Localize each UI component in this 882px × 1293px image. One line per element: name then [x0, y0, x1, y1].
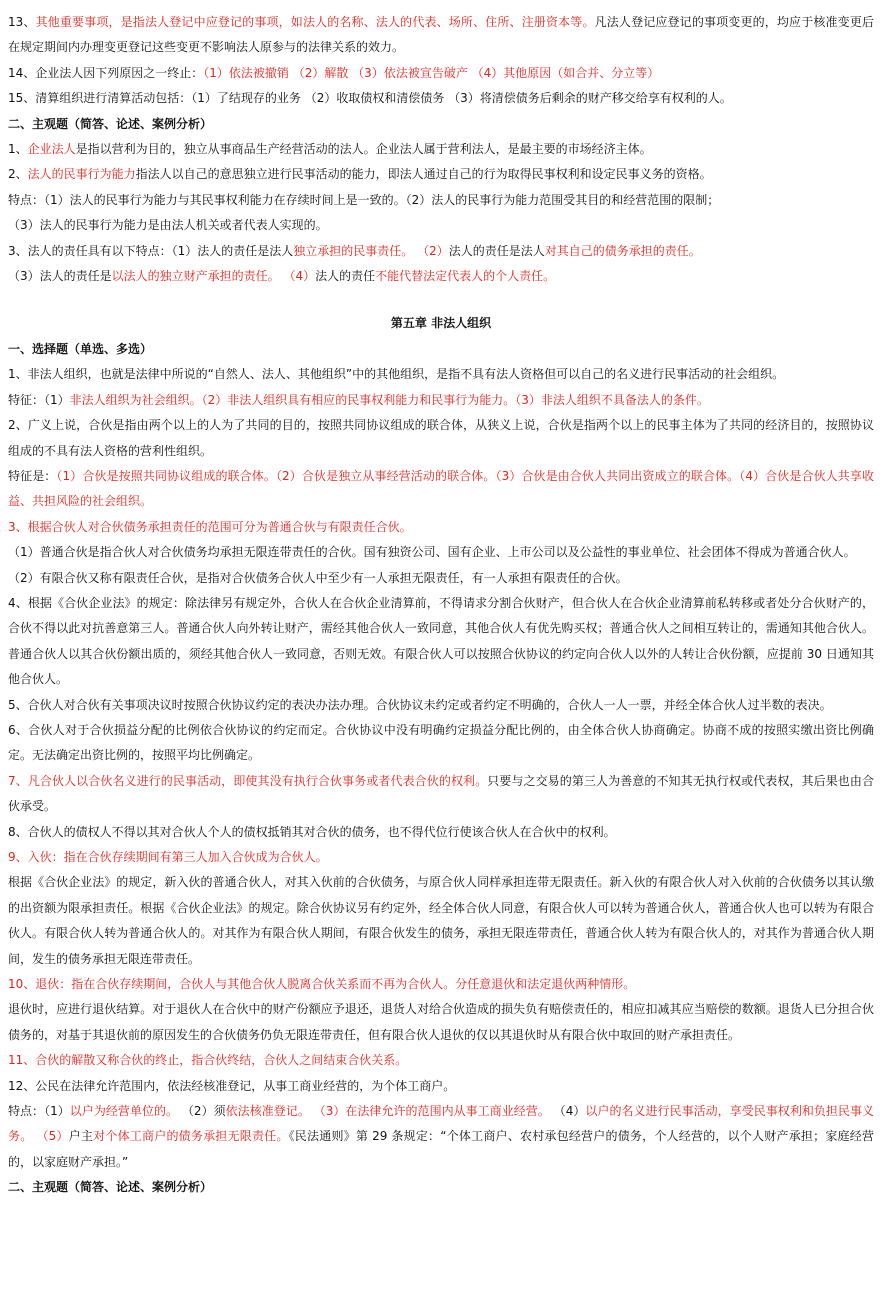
- highlighted-text: （1）依法被撤销 （2）解散 （3）依法被宣告破产 （4）其他原因（如合并、分立等）: [203, 65, 660, 80]
- text-segment: （3）法人的民事行为能力是由法人机关或者代表人实现的。: [8, 218, 328, 233]
- paragraph: [8, 845, 874, 870]
- chapter-title: [8, 311, 874, 336]
- highlighted-text: 其他重要事项，是指法人登记中应登记的事项，如法人的名称、法人的代表、场所、住所、注册资本等。: [35, 15, 595, 29]
- text-segment: 法人的责任: [315, 269, 376, 284]
- text-segment: 5、合伙人对合伙有关事项决议时按照合伙协议约定的表决办法办理。合伙协议未约定或者约定不明确的，合伙人一人一票，并经全体合伙人过半数的表决。: [8, 697, 832, 712]
- text-segment: 特征是：: [8, 468, 57, 483]
- text-segment: 特点：（1）法人的民事行为能力与其民事权利能力在存续时间上是一致的。（2）法人的民事行为能力范围受其目的和经营范围的限制；: [8, 192, 720, 207]
- highlighted-text: 依法核准登记。 （3）在法律允许的范围内从事工商业经营。: [225, 1104, 550, 1119]
- paragraph: [8, 213, 874, 238]
- text-segment: 一、选择题（单选、多选）: [8, 341, 153, 356]
- text-segment: 指法人以自己的意思独立进行民事活动的能力，即法人通过自己的行为取得民事权利和设定民事义务的资格。: [135, 167, 712, 182]
- paragraph: [8, 264, 874, 289]
- text-segment: 《民法通则》第 29 条规定：“个体工商户、农村承包经营户的债务，个人经营的，以个人财产承担；家庭经营的，以家庭财产承担。”: [8, 1129, 874, 1169]
- text-segment: 3、法人的责任具有以下特点：（1）法人的责任是法人: [8, 243, 294, 258]
- text-segment: （4）: [549, 1104, 586, 1119]
- paragraph: [8, 137, 874, 162]
- text-segment: 14、企业法人因下列原因之一终止：: [8, 65, 204, 80]
- text-segment: 只要与之交易的第三人为善意的不知其无执行权或代表权，其后果也由合伙承受。: [8, 773, 874, 814]
- paragraph: [8, 464, 874, 515]
- paragraph: [8, 362, 874, 387]
- text-segment: 特征：（1）: [8, 392, 70, 407]
- text-segment: 1、: [8, 142, 28, 157]
- highlighted-text: 10、退伙：指在合伙存续期间，合伙人与其他合伙人脱离合伙关系而不再为合伙人。分任意退伙和法定退伙两种情形。: [8, 977, 636, 992]
- highlighted-text: 9、入伙：指在合伙存续期间有第三人加入合伙成为合伙人。: [8, 850, 328, 864]
- paragraph: [8, 86, 874, 111]
- text-segment: 法人的责任是法人: [448, 243, 545, 258]
- text-segment: 2、: [8, 167, 28, 182]
- text-segment: 8、合伙人的债权人不得以其对合伙人个人的债权抵销其对合伙的债务，也不得代位行使该合伙人在合伙中的权利。: [8, 824, 616, 839]
- highlighted-text: 企业法人: [27, 142, 76, 157]
- text-segment: 15、清算组织进行清算活动包括：（1）了结现存的业务 （2）收取债权和清偿债务 （3）将清偿债务后剩余的财产移交给享有权利的人。: [8, 91, 732, 106]
- text-segment: 是指以营利为目的，独立从事商品生产经营活动的法人。企业法人属于营利法人，是最主要的市场经济主体。: [75, 142, 652, 157]
- paragraph: [8, 239, 874, 264]
- text-segment: （3）法人的责任是: [8, 269, 112, 284]
- text-segment: 户主: [68, 1129, 94, 1144]
- highlighted-text: 非法人组织为社会组织。（2）非法人组织具有相应的民事权利能力和民事行为能力。（3）非法人组织不具备法人的条件。: [69, 392, 709, 407]
- paragraph: [8, 693, 874, 718]
- paragraph: [8, 1048, 874, 1073]
- paragraph: [8, 188, 874, 213]
- paragraph: [8, 591, 874, 693]
- text-segment: 13、: [8, 15, 36, 29]
- highlighted-text: 法人的民事行为能力: [27, 167, 136, 182]
- paragraph: [8, 1074, 874, 1099]
- text-segment: 4、根据《合伙企业法》的规定：除法律另有规定外，合伙人在合伙企业清算前，不得请求分割合伙财产，但合伙人在合伙企业清算前私转移或者处分合伙财产的，合伙不得以此对抗善意第三人。普通合伙人向外转让财产，需经其他合伙人一致同意，其他合伙人有优先购买权；普通合伙人之间相互转让的，需通知其他合伙人。普通合伙人以其合伙份额出质的，须经其他合伙人一致同意，否则无效。有限合伙人可以按照合伙协议的约定向合伙人以外的人转让合伙份额，应提前 30 日通知其他合伙人。: [8, 595, 874, 687]
- highlighted-text: （1）合伙是按照共同协议组成的联合体。（2）合伙是独立从事经营活动的联合体。（3）合伙是由合伙人共同出资成立的联合体。（4）合伙是合伙人共享收益、共担风险的社会组织。: [8, 468, 874, 509]
- text-segment: （2）有限合伙又称有限责任合伙，是指对合伙债务合伙人中至少有一人承担无限责任，有一人承担有限责任的合伙。: [8, 570, 628, 585]
- highlighted-text: 对个体工商户的债务承担无限责任。: [93, 1129, 289, 1144]
- text-segment: 二、主观题（简答、论述、案例分析）: [8, 1180, 213, 1195]
- text-segment: 6、合伙人对于合伙损益分配的比例依合伙协议的约定而定。合伙协议中没有明确约定损益分配比例的，由全体合伙人协商确定。协商不成的按照实缴出资比例确定。无法确定出资比例的，按照平均比例确定。: [8, 722, 874, 763]
- paragraph: [8, 388, 874, 413]
- text-segment: （2）须: [178, 1104, 226, 1119]
- highlighted-text: 3、根据合伙人对合伙债务承担责任的范围可分为普通合伙与有限责任合伙。: [8, 519, 412, 534]
- highlighted-text: 以户为经营单位的。: [69, 1104, 179, 1119]
- highlighted-text: 对其自己的债务承担的责任。: [544, 243, 701, 258]
- highlighted-text: 11、合伙的解散又称合伙的终止，指合伙终结，合伙人之间结束合伙关系。: [8, 1053, 408, 1068]
- text-segment: 1、非法人组织，也就是法律中所说的“自然人、法人、其他组织”中的其他组织，是指不具有法人资格但可以自己的名义进行民事活动的社会组织。: [8, 367, 785, 382]
- paragraph: [8, 718, 874, 769]
- highlighted-text: 7、凡合伙人以合伙名义进行的民事活动，即使其没有执行合伙事务或者代表合伙的权利。: [8, 773, 488, 788]
- text-segment: 2、广义上说，合伙是指由两个以上的人为了共同的目的，按照共同协议组成的联合体，从狭义上说，合伙是指两个以上的民事主体为了共同的经济目的，按照协议组成的不具有法人资格的营利性组织。: [8, 418, 874, 458]
- highlighted-text: 独立承担的民事责任。 （2）: [293, 243, 449, 258]
- paragraph: [8, 515, 874, 540]
- paragraph: [8, 413, 874, 464]
- highlighted-text: 以户的名义进行民事活动，享受民事权利和负担民事义务。 （5）: [8, 1104, 874, 1144]
- text-segment: 退伙时，应进行退伙结算。对于退伙人在合伙中的财产份额应予退还，退货人对给合伙造成的损失负有赔偿责任的，相应扣减其应当赔偿的数额。退货人已分担合伙债务的，对基于其退伙前的原因发生的合伙债务仍负无限连带责任，但有限合伙人退伙的仅以其退伙时从有限合伙中取回的财产承担责任。: [8, 1002, 874, 1042]
- section-heading: [8, 1175, 874, 1200]
- highlighted-text: 以法人的独立财产承担的责任。 （4）: [111, 269, 316, 284]
- paragraph: [8, 566, 874, 591]
- text-segment: 12、公民在法律允许范围内，依法经核准登记，从事工商业经营的，为个体工商户。: [8, 1078, 456, 1093]
- paragraph: [8, 870, 874, 972]
- section-heading: [8, 112, 874, 137]
- paragraph: [8, 972, 874, 997]
- text-segment: 特点：（1）: [8, 1104, 70, 1119]
- highlighted-text: 不能代替法定代表人的个人责任。: [375, 269, 556, 284]
- section-heading: [8, 337, 874, 362]
- text-segment: （1）普通合伙是指合伙人对合伙债务均承担无限连带责任的合伙。国有独资公司、国有企业、上市公司以及公益性的事业单位、社会团体不得成为普通合伙人。: [8, 545, 856, 560]
- text-segment: 根据《合伙企业法》的规定，新入伙的普通合伙人，对其入伙前的合伙债务，与原合伙人同样承担连带无限责任。新入伙的有限合伙人对入伙前的合伙债务以其认缴的出资额为限承担责任。根据《合伙企业法》的规定。除合伙协议另有约定外，经全体合伙人同意，有限合伙人可以转为普通合伙人，普通合伙人也可以转为有限合伙人。有限合伙人转为普通合伙人的。对其作为有限合伙人期间，有限合伙发生的债务，承担无限连带责任，普通合伙人转为有限合伙人的，对其作为普通合伙人期间，发生的债务承担无限连带责任。: [8, 875, 874, 966]
- paragraph: [8, 820, 874, 845]
- paragraph: [8, 1099, 874, 1175]
- paragraph: [8, 10, 874, 61]
- paragraph: [8, 997, 874, 1048]
- text-segment: 第五章 非法人组织: [390, 316, 492, 331]
- text-segment: 凡法人登记应登记的事项变更的，均应于核准变更后在规定期间内办理变更登记这些变更不影响法人原参与的法律关系的效力。: [8, 15, 874, 55]
- section-spacer: [8, 289, 874, 311]
- paragraph: [8, 61, 874, 86]
- paragraph: [8, 769, 874, 820]
- paragraph: [8, 162, 874, 187]
- text-segment: 二、主观题（简答、论述、案例分析）: [8, 116, 213, 131]
- paragraph: [8, 540, 874, 565]
